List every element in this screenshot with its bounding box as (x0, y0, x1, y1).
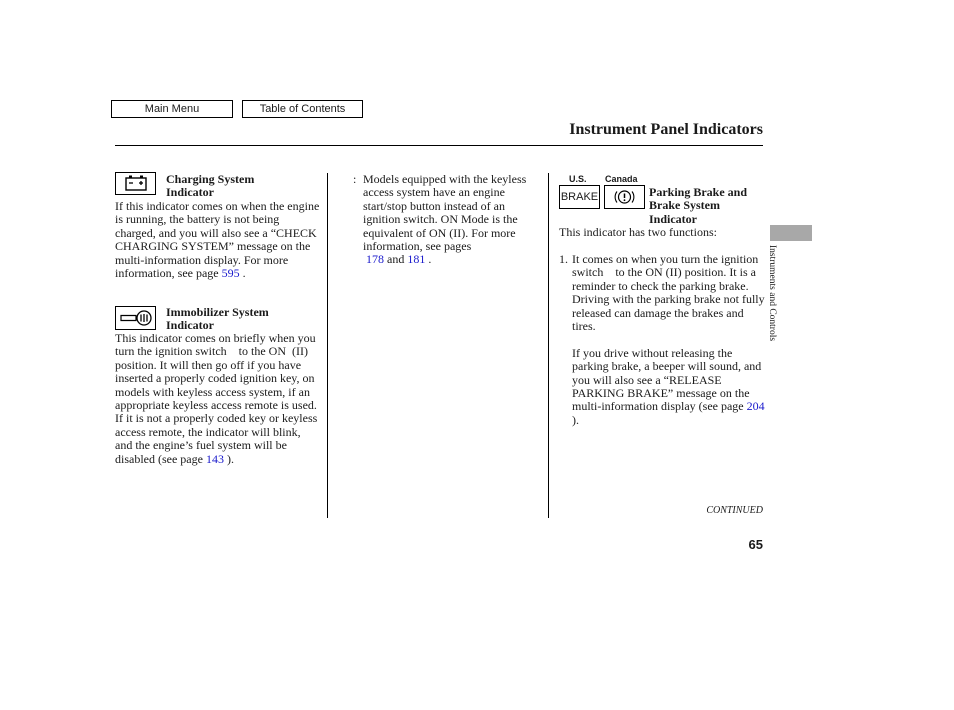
table-of-contents-button[interactable]: Table of Contents (242, 100, 363, 118)
note-marker: : (353, 172, 357, 186)
us-label: U.S. (569, 174, 587, 184)
page-link-181[interactable]: 181 (407, 252, 426, 267)
page-link-178[interactable]: 178 (366, 252, 384, 267)
brake-warning-icon (604, 185, 645, 209)
page-link-204[interactable]: 204 (746, 399, 765, 414)
page-number: 65 (748, 537, 763, 552)
keyless-note: Models equipped with the keyless access system have an engine start/stop button instead of an ignition switch. ON Mode is the equivalent of ON (II). For more information, see pages 178 and 181 . (363, 172, 527, 267)
list-number-1: 1. (559, 252, 568, 266)
charging-system-body: If this indicator comes on when the engine is running, the battery is not being charged, and you will also see a “CHECK CHARGING SYSTEM” message on the multi-information display. For more information, see page 595 . (115, 199, 320, 281)
main-menu-button[interactable]: Main Menu (111, 100, 233, 118)
continued-label: CONTINUED (706, 505, 763, 516)
brake-text-icon: BRAKE (559, 185, 600, 209)
immobilizer-heading: Immobilizer System Indicator (166, 305, 269, 333)
parking-brake-item-1: It comes on when you turn the ignition switch to the ON (II) position. It is a reminder to check the parking brake. Driving with the parking brake not fully released can damage the brakes and tires. If you drive without releasing the parking brake, a beeper will sound, and you will also see a “RELEASE PARKING BRAKE” message on the multi-information display (see page 204 ). (572, 252, 765, 427)
parking-brake-heading: Parking Brake and Brake System Indicator (649, 185, 748, 226)
section-tab-marker (770, 225, 812, 241)
section-tab-label: Instruments and Controls (767, 245, 777, 342)
immobilizer-body: This indicator comes on briefly when you turn the ignition switch to the ON (II) position. It will then go off if you have inserted a properly coded ignition key, on models with keyless access system, if an appropriate keyless access remote is used. If it is not a properly coded key or keyless access remote, the indicator will blink, and the engine’s fuel system will be disabled (see page 143 ). (115, 331, 318, 466)
column-divider-right (548, 173, 549, 518)
page-link-595[interactable]: 595 (221, 266, 240, 281)
charging-system-heading: Charging System Indicator (166, 172, 255, 200)
column-divider-left (327, 173, 328, 518)
canada-label: Canada (605, 174, 638, 184)
page-title: Instrument Panel Indicators (569, 121, 763, 138)
parking-brake-intro: This indicator has two functions: (559, 225, 717, 239)
battery-icon (115, 172, 156, 195)
page-link-143[interactable]: 143 (205, 451, 224, 466)
title-rule (115, 145, 763, 146)
immobilizer-key-icon (115, 306, 156, 330)
